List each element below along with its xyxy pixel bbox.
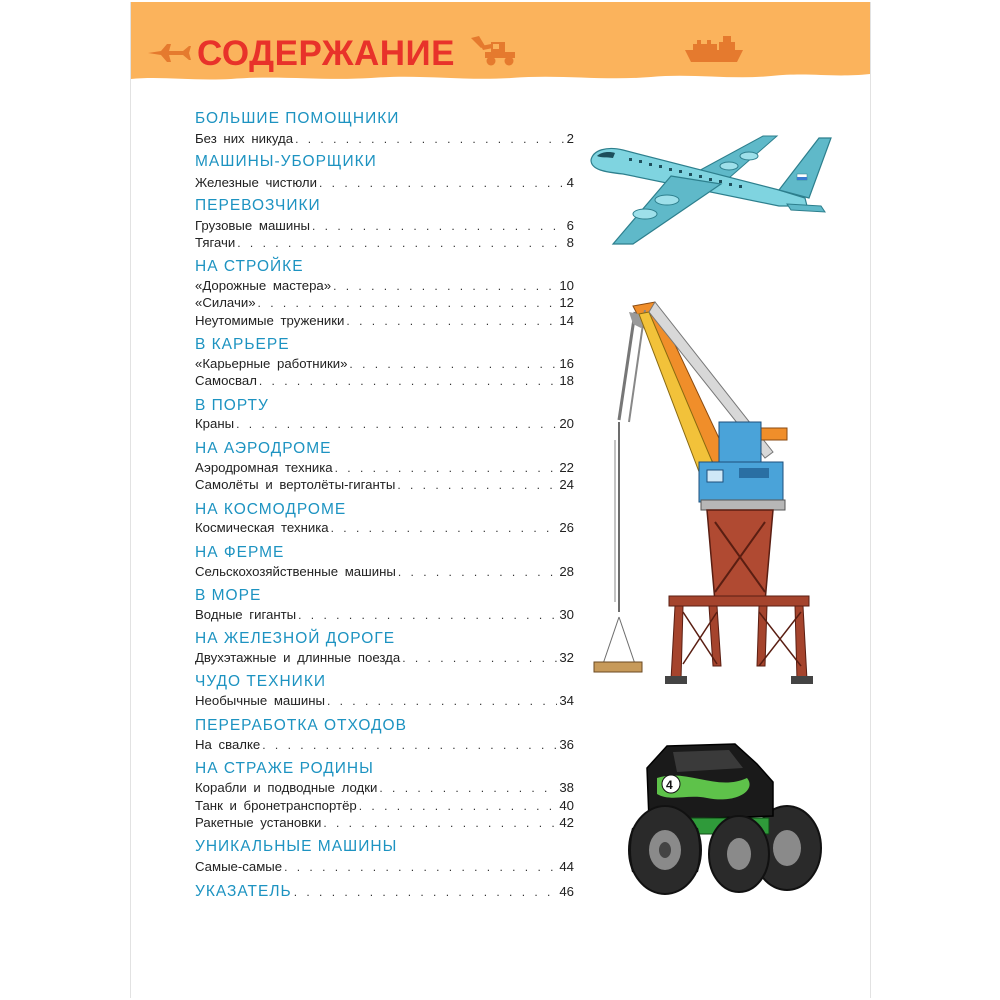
toc-entry[interactable] bbox=[195, 649, 574, 666]
toc-entry[interactable] bbox=[195, 606, 574, 623]
section-title: В КАРЬЕРЕ bbox=[195, 336, 290, 353]
book-page bbox=[130, 2, 871, 998]
dot-leader bbox=[359, 798, 558, 815]
section-title: ПЕРЕРАБОТКА ОТХОДОВ bbox=[195, 717, 407, 734]
index-entry[interactable] bbox=[195, 883, 574, 901]
dot-leader bbox=[327, 693, 557, 710]
toc-entry[interactable] bbox=[195, 814, 574, 831]
entry-label: Водные гиганты bbox=[195, 607, 297, 622]
toc-entry[interactable] bbox=[195, 174, 574, 191]
section-title: ЧУДО ТЕХНИКИ bbox=[195, 673, 326, 690]
section-title: БОЛЬШИЕ ПОМОЩНИКИ bbox=[195, 110, 400, 127]
entry-label: Самые-самые bbox=[195, 859, 283, 874]
dot-leader bbox=[398, 564, 557, 581]
page-number: 22 bbox=[559, 460, 574, 475]
dot-leader bbox=[295, 131, 565, 148]
entry-label: Ракетные установки bbox=[195, 815, 322, 830]
header-band bbox=[131, 2, 870, 82]
dot-leader bbox=[397, 477, 557, 494]
dot-leader bbox=[237, 235, 564, 252]
dot-leader bbox=[258, 295, 558, 312]
section-title: НА ЖЕЛЕЗНОЙ ДОРОГЕ bbox=[195, 630, 396, 647]
entry-label: «Карьерные работники» bbox=[195, 356, 348, 371]
entry-label: Тягачи bbox=[195, 235, 236, 250]
toc-entry[interactable] bbox=[195, 372, 574, 389]
page-number: 36 bbox=[559, 737, 574, 752]
dot-leader bbox=[346, 313, 557, 330]
dot-leader bbox=[402, 650, 557, 667]
entry-label: Корабли и подводные лодки bbox=[195, 780, 378, 795]
dot-leader bbox=[333, 278, 557, 295]
section-title: В ПОРТУ bbox=[195, 397, 269, 414]
page-number: 40 bbox=[559, 798, 574, 813]
section-title: НА ФЕРМЕ bbox=[195, 544, 285, 561]
port-crane-illustration bbox=[589, 292, 829, 690]
entry-label: Танк и бронетранспортёр bbox=[195, 798, 357, 813]
entry-label: На свалке bbox=[195, 737, 261, 752]
page-number: 24 bbox=[559, 477, 574, 492]
dot-leader bbox=[298, 607, 557, 624]
page-number: 16 bbox=[559, 356, 574, 371]
page-number: 46 bbox=[559, 884, 574, 899]
page-number: 2 bbox=[566, 131, 574, 146]
toc-entry[interactable] bbox=[195, 294, 574, 311]
page-number: 26 bbox=[559, 520, 574, 535]
toc-entry[interactable] bbox=[195, 736, 574, 753]
dot-leader bbox=[259, 373, 557, 390]
entry-label: «Дорожные мастера» bbox=[195, 278, 332, 293]
toc-entry[interactable] bbox=[195, 858, 574, 875]
toc-entry[interactable] bbox=[195, 415, 574, 432]
section-title: НА КОСМОДРОМЕ bbox=[195, 501, 347, 518]
page-number: 10 bbox=[559, 278, 574, 293]
section-title: МАШИНЫ-УБОРЩИКИ bbox=[195, 153, 377, 170]
page-number: 20 bbox=[559, 416, 574, 431]
toc-entry[interactable] bbox=[195, 459, 574, 476]
page-number: 14 bbox=[559, 313, 574, 328]
section-title: ПЕРЕВОЗЧИКИ bbox=[195, 197, 321, 214]
entry-label: Самолёты и вертолёты-гиганты bbox=[195, 477, 396, 492]
page-number: 30 bbox=[559, 607, 574, 622]
toc-entry[interactable] bbox=[195, 277, 574, 294]
dot-leader bbox=[262, 737, 557, 754]
entry-label: Неутомимые труженики bbox=[195, 313, 345, 328]
page-number: 44 bbox=[559, 859, 574, 874]
page-number: 32 bbox=[559, 650, 574, 665]
entry-label: Самосвал bbox=[195, 373, 257, 388]
toc-entry[interactable] bbox=[195, 519, 574, 536]
page-number: 38 bbox=[559, 780, 574, 795]
entry-label: Грузовые машины bbox=[195, 218, 311, 233]
page-number: 4 bbox=[566, 175, 574, 190]
toc-entry[interactable] bbox=[195, 692, 574, 709]
page-number: 6 bbox=[566, 218, 574, 233]
dot-leader bbox=[323, 815, 557, 832]
entry-label: Космическая техника bbox=[195, 520, 329, 535]
entry-label: Сельскохозяйственные машины bbox=[195, 564, 396, 579]
entry-label: Краны bbox=[195, 416, 235, 431]
section-title: В МОРЕ bbox=[195, 587, 262, 604]
page-number: 42 bbox=[559, 815, 574, 830]
cargo-ship-icon bbox=[683, 32, 745, 66]
dot-leader bbox=[312, 218, 565, 235]
dot-leader bbox=[319, 175, 565, 192]
toc-entry[interactable] bbox=[195, 355, 574, 372]
fighter-jet-icon bbox=[147, 42, 191, 64]
toc-entry[interactable] bbox=[195, 234, 574, 251]
page-title: СОДЕРЖАНИЕ bbox=[197, 34, 456, 73]
toc-entry[interactable] bbox=[195, 130, 574, 147]
page-number: 34 bbox=[559, 693, 574, 708]
section-title: НА АЭРОДРОМЕ bbox=[195, 440, 332, 457]
index-title: УКАЗАТЕЛЬ bbox=[195, 883, 292, 900]
entry-label: Аэродромная техника bbox=[195, 460, 333, 475]
toc-entry[interactable] bbox=[195, 563, 574, 580]
svg-text:4: 4 bbox=[666, 778, 673, 792]
dot-leader bbox=[284, 859, 557, 876]
entry-label: «Силачи» bbox=[195, 295, 256, 310]
dot-leader bbox=[331, 520, 558, 537]
toc-entry[interactable] bbox=[195, 779, 574, 796]
page-number: 18 bbox=[559, 373, 574, 388]
section-title: УНИКАЛЬНЫЕ МАШИНЫ bbox=[195, 838, 398, 855]
toc-entry[interactable] bbox=[195, 476, 574, 493]
entry-label: Двухэтажные и длинные поезда bbox=[195, 650, 401, 665]
entry-label: Железные чистюли bbox=[195, 175, 317, 190]
page-number: 28 bbox=[559, 564, 574, 579]
section-title: НА СТРОЙКЕ bbox=[195, 258, 304, 275]
toc-entry[interactable] bbox=[195, 217, 574, 234]
entry-label: Без них никуда bbox=[195, 131, 294, 146]
monster-truck-illustration bbox=[597, 738, 823, 896]
dot-leader bbox=[379, 780, 557, 797]
dot-leader bbox=[349, 356, 557, 373]
page-number: 8 bbox=[566, 235, 574, 250]
excavator-icon bbox=[469, 34, 517, 66]
page-number: 12 bbox=[559, 295, 574, 310]
dot-leader bbox=[335, 460, 558, 477]
section-title: НА СТРАЖЕ РОДИНЫ bbox=[195, 760, 374, 777]
toc-entry[interactable] bbox=[195, 312, 574, 329]
dot-leader bbox=[294, 883, 558, 901]
entry-label: Необычные машины bbox=[195, 693, 325, 708]
toc-entry[interactable] bbox=[195, 797, 574, 814]
airliner-illustration bbox=[583, 128, 833, 258]
dot-leader bbox=[236, 416, 557, 433]
